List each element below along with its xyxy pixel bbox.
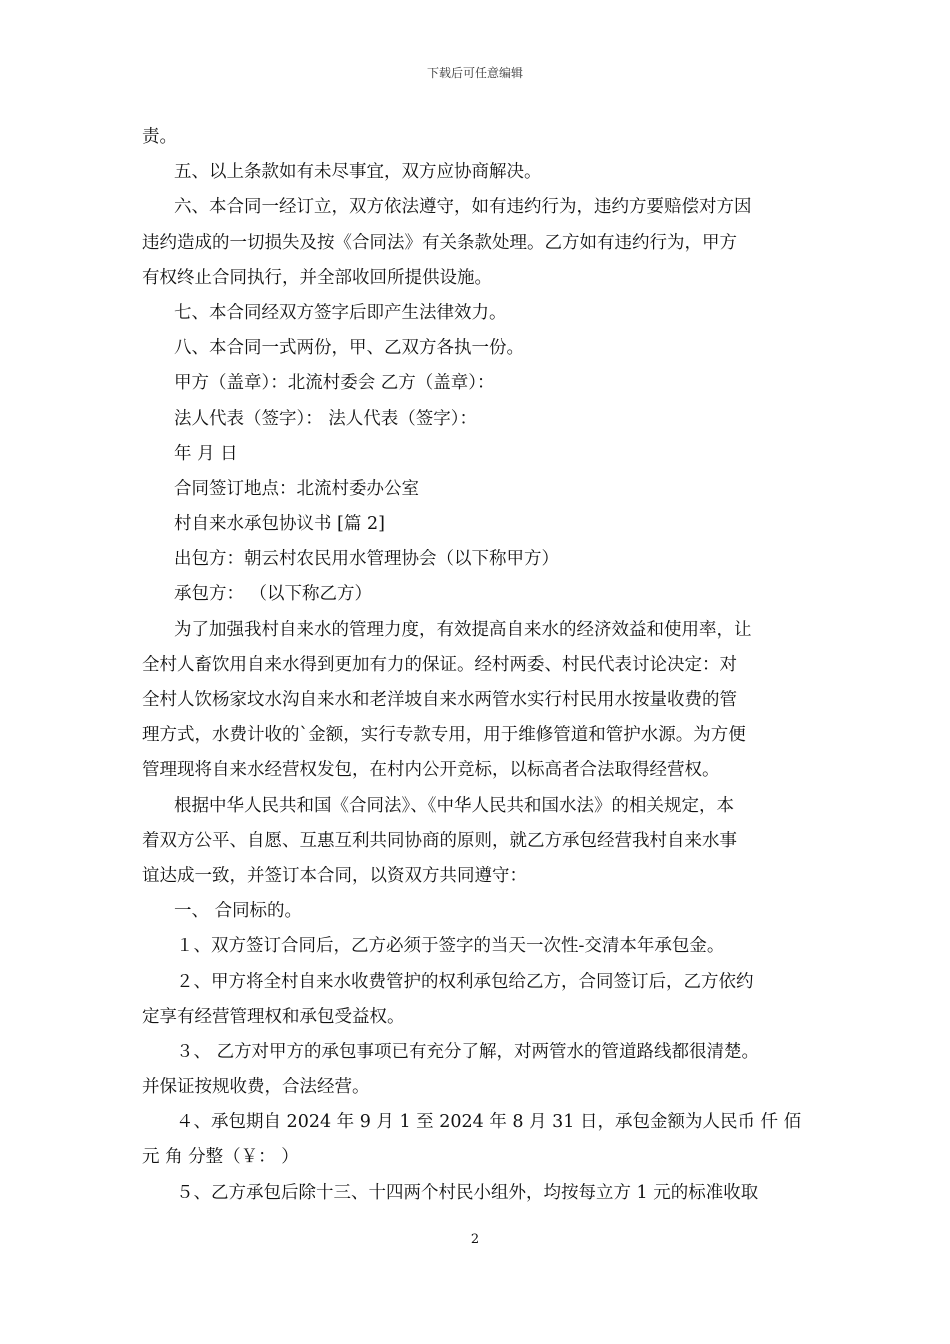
document-body	[142, 120, 812, 1211]
text-line: 定享有经营管理权和承包受益权。	[142, 1006, 405, 1027]
text-line: 法人代表（签字）： 法人代表（签字）：	[174, 408, 478, 429]
text-line: ５、乙方承包后除十三、十四两个村民小组外，均按每立方 1 元的标准收取	[176, 1182, 759, 1203]
text-line: 有权终止合同执行，并全部收回所提供设施。	[142, 267, 492, 288]
text-line: 着双方公平、自愿、互惠互利共同协商的原则，就乙方承包经营我村自来水事	[142, 830, 737, 851]
text-line: 管理现将自来水经营权发包，在村内公开竞标，以标高者合法取得经营权。	[142, 760, 720, 781]
page-number: 2	[470, 1232, 480, 1247]
section-title: 村自来水承包协议书 [篇 2]	[174, 514, 385, 535]
text-line: 合同签订地点：北流村委办公室	[174, 478, 419, 499]
text-line: 承包方： （以下称乙方）	[174, 584, 373, 605]
text-line: 八、本合同一式两份，甲、乙双方各执一份。	[174, 338, 524, 359]
text-line: 五、以上条款如有未尽事宜，双方应协商解决。	[174, 162, 542, 183]
text-line: 全村人饮杨家坟水沟自来水和老洋坡自来水两管水实行村民用水按量收费的管	[142, 690, 737, 710]
text-line: ４、承包期自 2024 年 9 月 1 至 2024 年 8 月 31 日，承包金额为人民币 仟 佰	[176, 1112, 802, 1133]
text-line: ３、 乙方对甲方的承包事项已有充分了解，对两管水的管道路线都很清楚。	[176, 1041, 760, 1062]
text-line: 违约造成的一切损失及按《合同法》有关条款处理。乙方如有违约行为，甲方	[142, 232, 737, 253]
text-line: 出包方：朝云村农民用水管理协会（以下称甲方）	[174, 549, 559, 570]
text-line: 根据中华人民共和国《合同法》、《中华人民共和国水法》的相关规定，本	[174, 795, 734, 816]
text-line: 理方式，水费计收的`金额，实行专款专用，用于维修管道和管护水源。为方便	[142, 725, 746, 746]
text-line: １、双方签订合同后，乙方必须于签字的当天一次性-交清本年承包金。	[176, 936, 725, 957]
text-line: 全村人畜饮用自来水得到更加有力的保证。经村两委、村民代表讨论决定：对	[142, 654, 737, 675]
text-line: 并保证按规收费，合法经营。	[142, 1077, 370, 1098]
text-line: 六、本合同一经订立，双方依法遵守，如有违约行为，违约方要赔偿对方因	[174, 197, 752, 218]
text-line: 元 角 分整（￥： ）	[142, 1147, 299, 1168]
text-line: 甲方（盖章）：北流村委会 乙方（盖章）：	[174, 373, 495, 394]
text-line: 年 月 日	[174, 443, 238, 464]
text-line: ２、甲方将全村自来水收费管护的权利承包给乙方，合同签订后，乙方依约	[176, 971, 754, 992]
text-line: 七、本合同经双方签字后即产生法律效力。	[174, 302, 507, 323]
text-line: 为了加强我村自来水的管理力度，有效提高自来水的经济效益和使用率，让	[174, 619, 752, 640]
text-line: 谊达成一致，并签订本合同，以资双方共同遵守：	[142, 865, 527, 886]
page-header: 下载后可任意编辑	[426, 66, 523, 80]
text-line: 一、 合同标的。	[174, 901, 303, 922]
text-line: 责。	[142, 127, 177, 147]
